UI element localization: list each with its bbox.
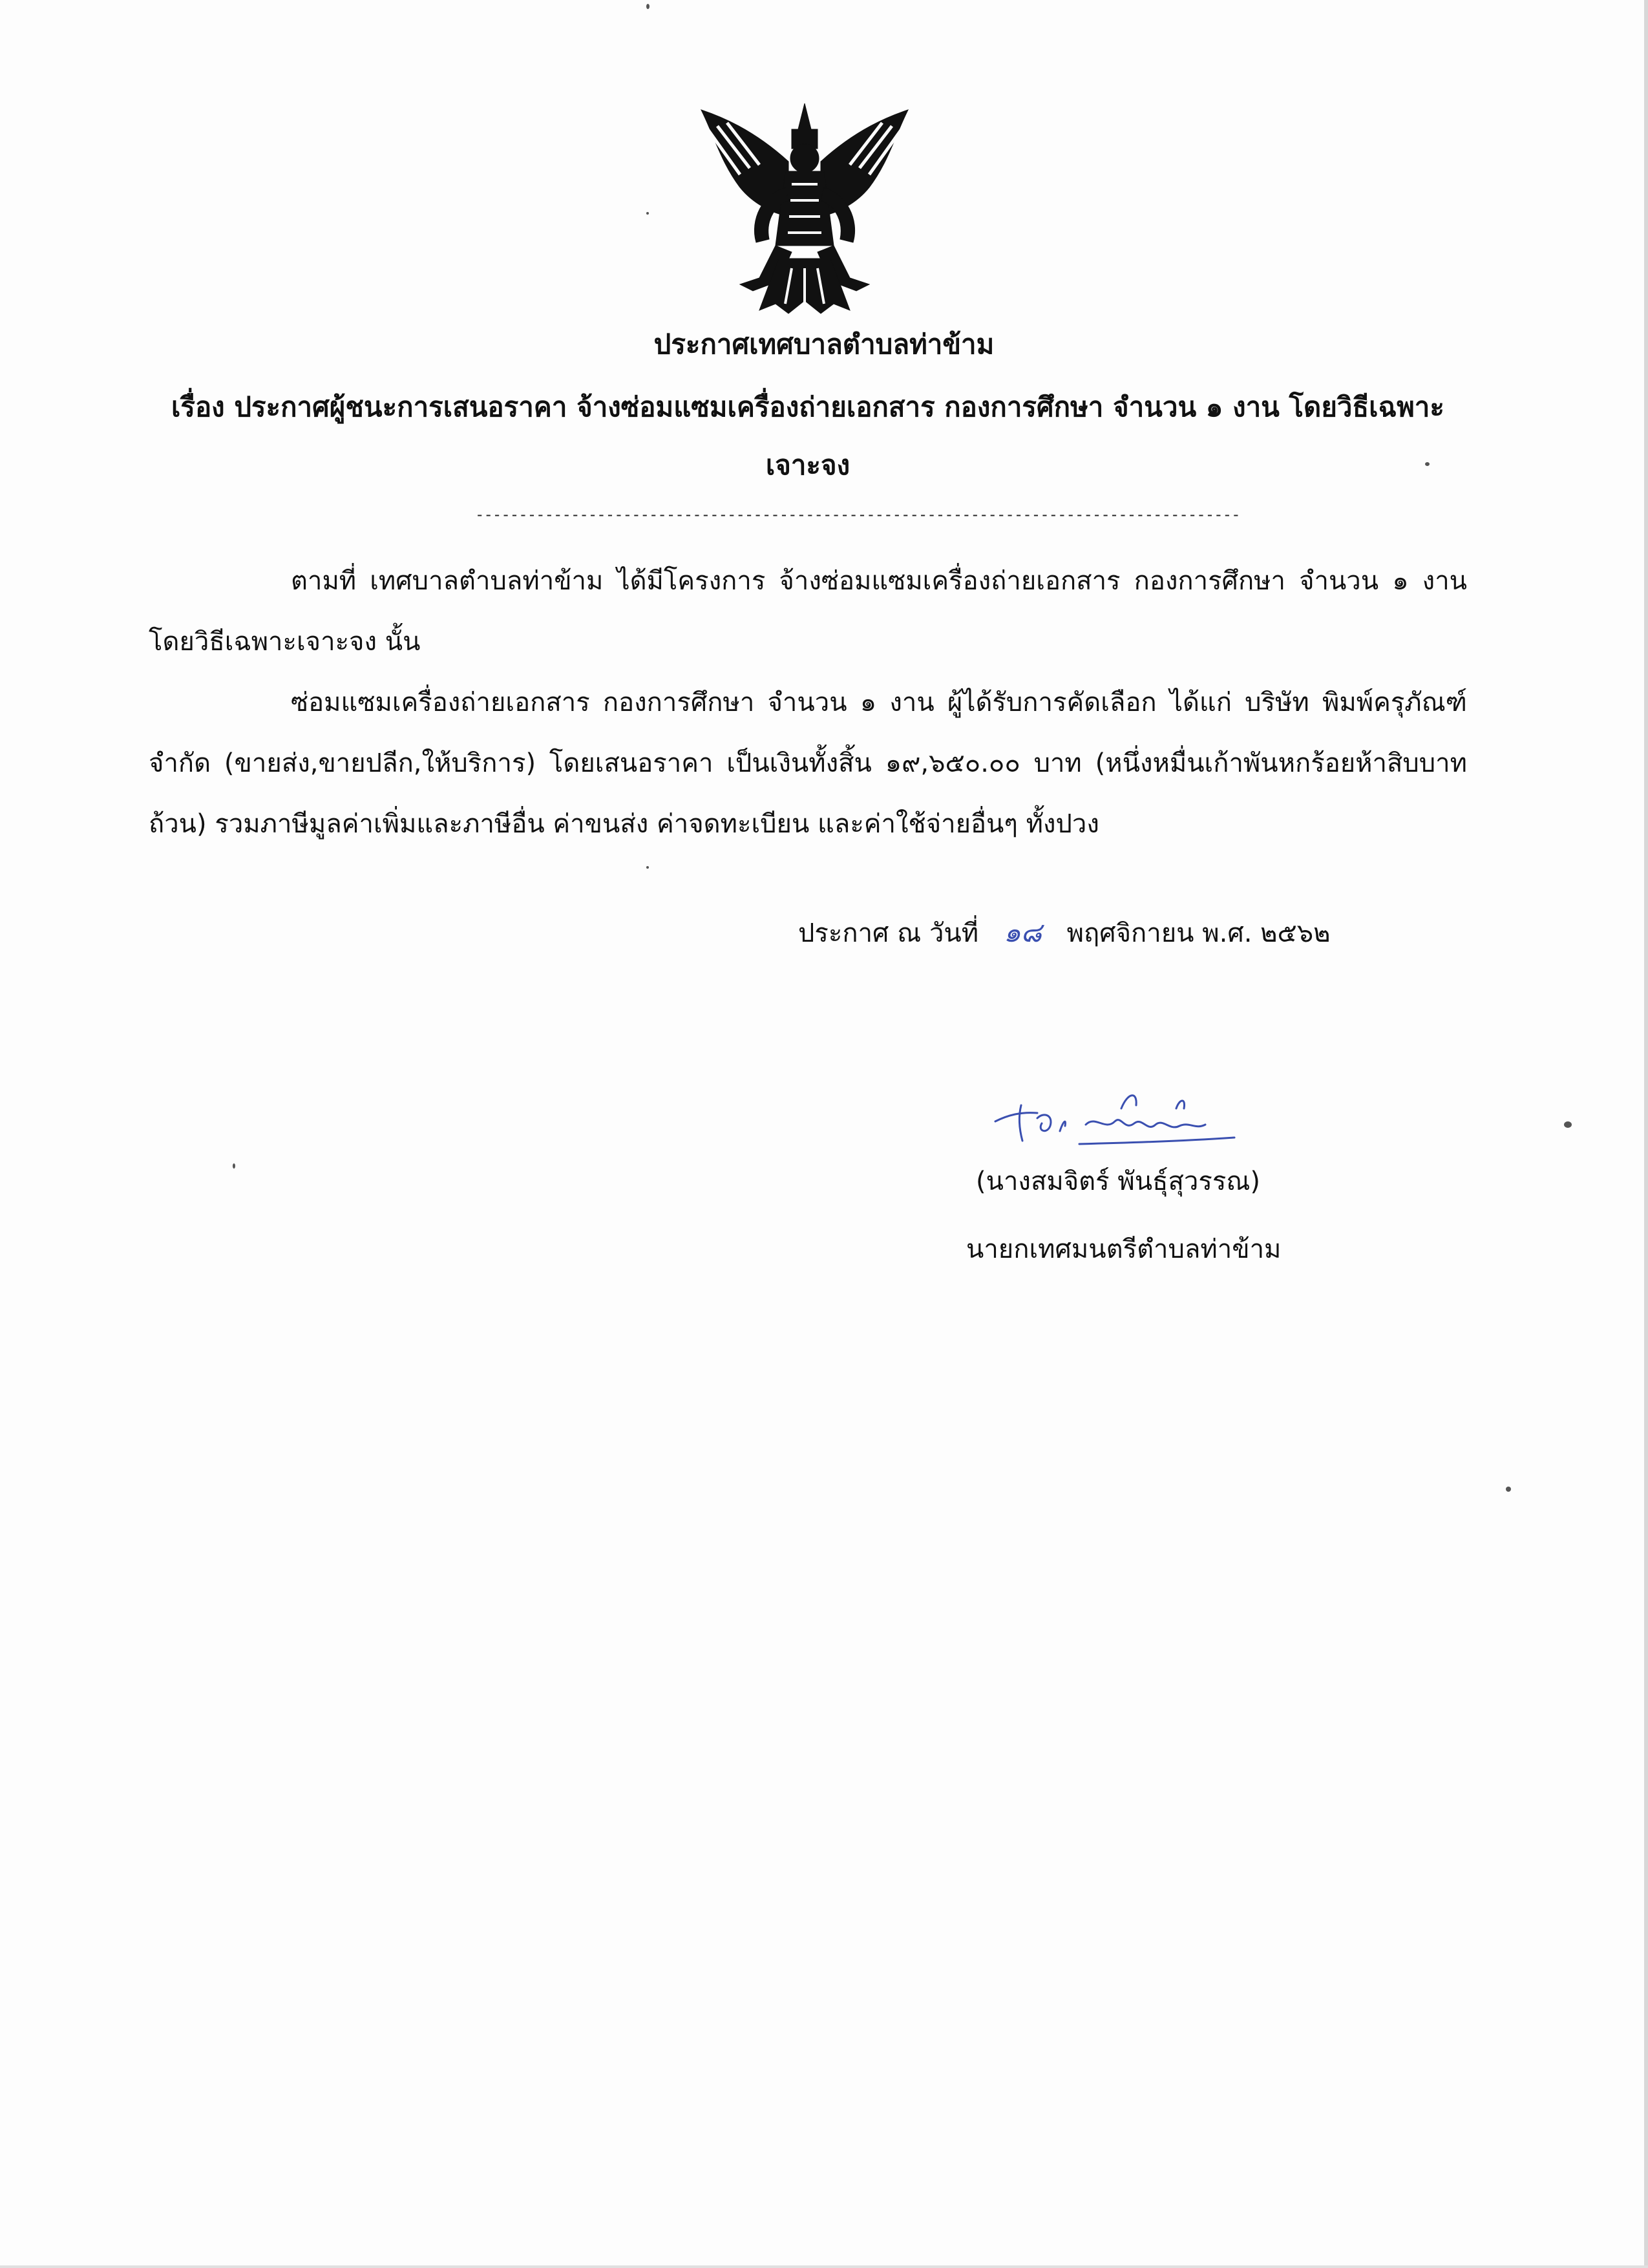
- scan-border-bottom: [0, 2265, 1648, 2268]
- scan-speck: [646, 4, 650, 9]
- scan-speck: [1425, 462, 1430, 466]
- document-subject: เรื่อง ประกาศผู้ชนะการเสนอราคา จ้างซ่อมแซมเครื่องถ่ายเอกสาร กองการศึกษา จำนวน ๑ งาน โดยวิธีเฉพาะเจาะจง: [171, 391, 1444, 481]
- body-paragraph-1: ตามที่ เทศบาลตำบลท่าข้าม ได้มีโครงการ จ้างซ่อมแซมเครื่องถ่ายเอกสาร กองการศึกษา จำนวน ๑ งาน โดยวิธีเฉพาะเจาะจง นั้น: [149, 566, 1467, 657]
- announcement-date-month-year: พฤศจิกายน พ.ศ. ๒๕๖๒: [1066, 918, 1331, 948]
- garuda-emblem-icon: [695, 90, 914, 323]
- scan-border-right: [1644, 0, 1648, 2268]
- scan-speck: [1564, 1121, 1572, 1128]
- handwritten-signature-icon: [982, 1086, 1241, 1157]
- scan-speck: [233, 1163, 235, 1169]
- scan-speck: [646, 212, 649, 215]
- announcement-date-prefix: ประกาศ ณ วันที่: [798, 918, 979, 948]
- announcement-date-day: ๑๘: [1003, 917, 1042, 948]
- separator-line: ----------------------------------------------------------------------------------------: [475, 505, 1240, 524]
- signer-title: นายกเทศมนตรีตำบลท่าข้าม: [966, 1235, 1282, 1264]
- document-title: ประกาศเทศบาลตำบลท่าข้าม: [653, 328, 995, 360]
- scan-speck: [1506, 1487, 1511, 1492]
- announcement-date: [798, 911, 1331, 954]
- body-paragraph-2: ซ่อมแซมเครื่องถ่ายเอกสาร กองการศึกษา จำนวน ๑ งาน ผู้ได้รับการคัดเลือก ได้แก่ บริษัท พิมพ์ครุภัณฑ์ จำกัด (ขายส่ง,ขายปลีก,ให้บริการ) โดยเสนอราคา เป็นเงินทั้งสิ้น ๑๙,๖๕๐.๐๐ บาท (หนึ่งหมื่นเก้าพันหกร้อยห้าสิบบาทถ้วน) รวมภาษีมูลค่าเพิ่มและภาษีอื่น ค่าขนส่ง ค่าจดทะเบียน และค่าใช้จ่ายอื่นๆ ทั้งปวง: [149, 688, 1467, 839]
- signer-name: (นางสมจิตร์ พันธุ์สุวรรณ): [976, 1167, 1261, 1196]
- scan-speck: [646, 866, 649, 869]
